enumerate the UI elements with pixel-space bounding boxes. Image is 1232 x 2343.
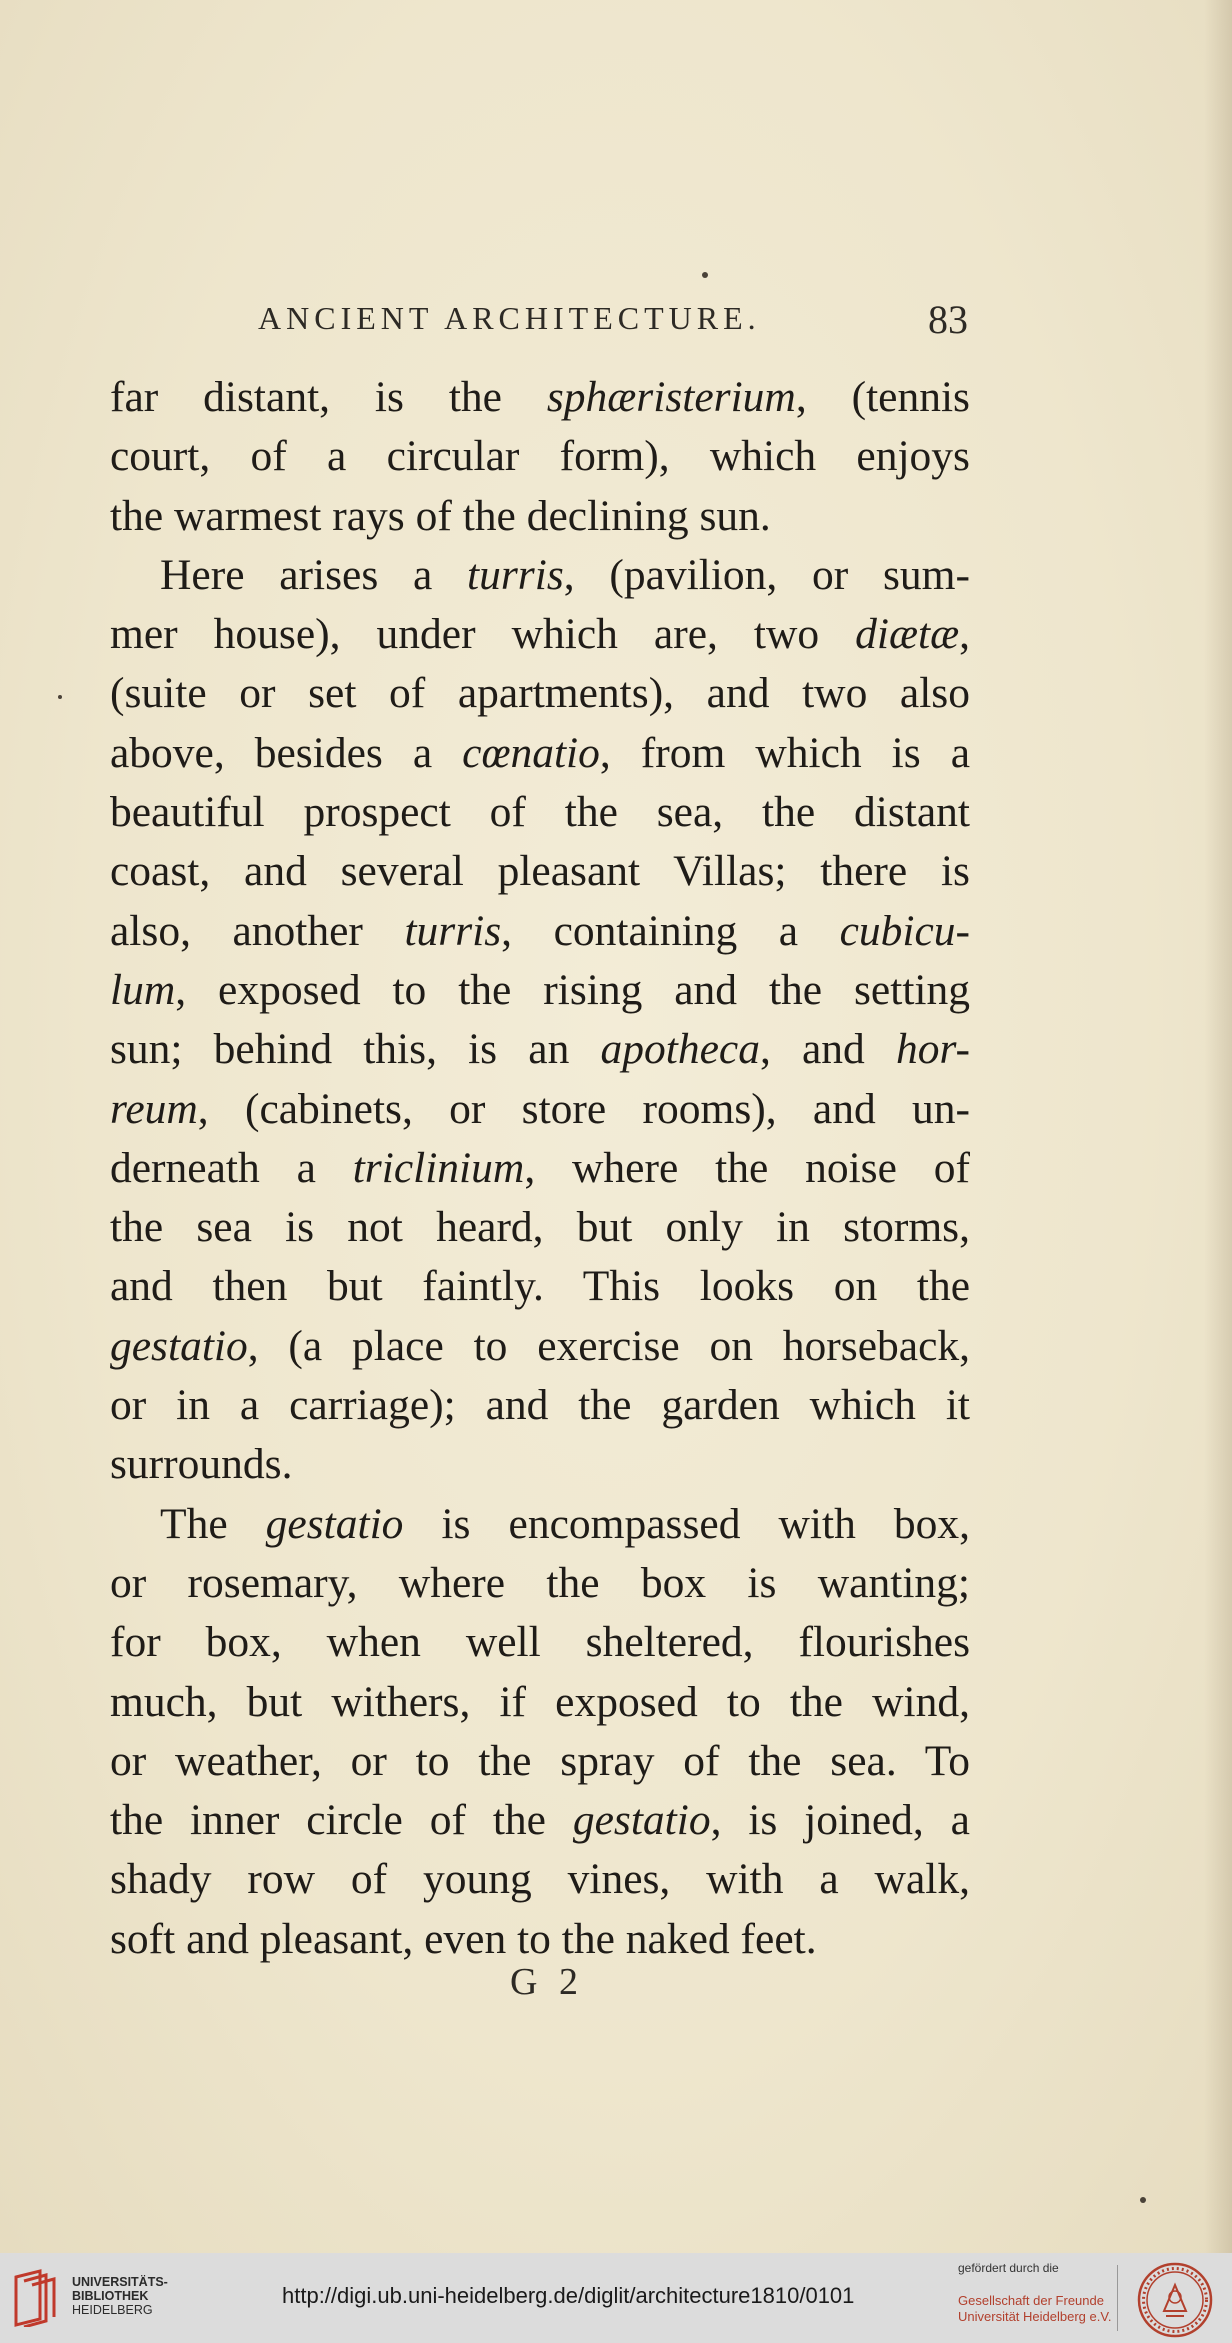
society-name-line: Universität Heidelberg e.V. [958,2309,1112,2324]
ink-speck [58,695,62,699]
running-title: ANCIENT ARCHITECTURE. [258,300,761,336]
text-line [110,605,970,664]
text-run: much, but withers, if exposed to the wind, [110,1677,970,1726]
text-run: the sea is not heard, but only in storms, [110,1203,970,1252]
text-line [110,842,970,901]
text-run: (suite or set of apartments), and two also [110,669,970,718]
italic-term: lum [110,965,176,1014]
university-seal-icon [1136,2261,1214,2339]
text-run: and then but faintly. This looks on the [110,1262,970,1311]
text-run: , (tennis [795,373,970,421]
text-run: also, another [110,906,405,955]
text-run: , [959,610,970,659]
text-run: , and [759,1025,896,1074]
italic-term: sphæristerium [546,373,796,421]
text-run: far distant, is the [110,373,547,421]
italic-term: reum [110,1084,198,1133]
italic-term: hor- [895,1025,970,1074]
text-run: the inner circle of the [110,1796,573,1845]
running-head [108,296,968,346]
text-line [110,1613,970,1672]
text-line [110,1435,970,1494]
text-run: , from which is a [599,728,970,777]
text-run: , exposed to the rising and the setting [175,965,970,1014]
text-run: , where the noise of [524,1143,970,1192]
text-line [110,427,970,486]
ink-speck [1140,2197,1146,2203]
text-line [110,1139,970,1198]
text-run: mer house), under which are, two [110,610,856,659]
library-name [72,2275,168,2317]
text-line [110,368,970,427]
footer-bar [0,2253,1232,2343]
text-line [110,1495,970,1554]
italic-term: triclinium [352,1143,525,1192]
text-run: court, of a circular form), which enjoys [110,432,970,481]
text-line [110,487,970,546]
text-line [110,1673,970,1732]
page-number: 83 [928,297,968,342]
text-run: or in a carriage); and the garden which it [110,1381,970,1430]
text-run: surrounds. [110,1440,293,1489]
society-name-line: Gesellschaft der Freunde [958,2293,1104,2308]
text-line [110,1376,970,1435]
body-text [110,368,970,1969]
italic-term: turris [404,906,502,955]
society-name [958,2293,1111,2325]
text-run: sun; behind this, is an [110,1025,601,1074]
text-run: for box, when well sheltered, flourishes [110,1618,970,1667]
text-line [110,546,970,605]
text-line [110,1554,970,1613]
text-line [110,902,970,961]
text-line [110,783,970,842]
text-line [110,1020,970,1079]
text-run: derneath a [110,1143,353,1192]
text-run: , is joined, a [710,1796,970,1845]
italic-term: gestatio [572,1796,711,1845]
text-line [110,961,970,1020]
text-run: , (cabinets, or store rooms), and un- [197,1084,970,1133]
text-run: , (a place to exercise on horseback, [247,1321,970,1370]
text-line [110,1080,970,1139]
text-line [110,1850,970,1909]
library-logo-icon [10,2269,62,2327]
text-run: , (pavilion, or sum- [563,550,970,599]
footer-divider [1117,2265,1118,2331]
italic-term: gestatio [110,1321,248,1370]
library-name-line: BIBLIOTHEK [72,2289,149,2303]
text-line [110,1791,970,1850]
text-run: or weather, or to the spray of the sea. To [110,1736,970,1785]
text-run: soft and pleasant, even to the naked feet. [110,1914,817,1963]
text-run: coast, and several pleasant Villas; there is [110,847,970,896]
italic-term: apotheca [600,1025,760,1074]
italic-term: cœnatio [462,728,600,777]
page-edge-shade [1204,0,1232,2253]
italic-term: gestatio [265,1499,404,1548]
text-run: beautiful prospect of the sea, the distant [110,788,970,837]
text-line [110,724,970,783]
funded-by-label: gefördert durch die [958,2261,1059,2275]
signature-mark: G 2 [510,1961,584,2003]
text-line [110,1317,970,1376]
library-name-line: UNIVERSITÄTS- [72,2275,168,2289]
ink-speck [702,272,708,278]
italic-term: cubicu- [839,906,970,955]
library-name-line: HEIDELBERG [72,2303,153,2317]
text-run: is encompassed with box, [403,1499,970,1548]
text-line [110,664,970,723]
text-run: The [160,1499,266,1548]
text-line [110,1198,970,1257]
text-run: above, besides a [110,728,463,777]
text-run: or rosemary, where the box is wanting; [110,1558,970,1607]
text-run: the warmest rays of the declining sun. [110,491,771,540]
text-run: , containing a [501,906,840,955]
text-line [110,1257,970,1316]
italic-term: diætæ [855,610,960,659]
text-run: Here arises a [160,550,468,599]
text-run: shady row of young vines, with a walk, [110,1855,970,1904]
text-line [110,1732,970,1791]
permalink-url[interactable]: http://digi.ub.uni-heidelberg.de/diglit/architecture1810/0101 [282,2283,855,2308]
italic-term: turris [467,550,564,599]
